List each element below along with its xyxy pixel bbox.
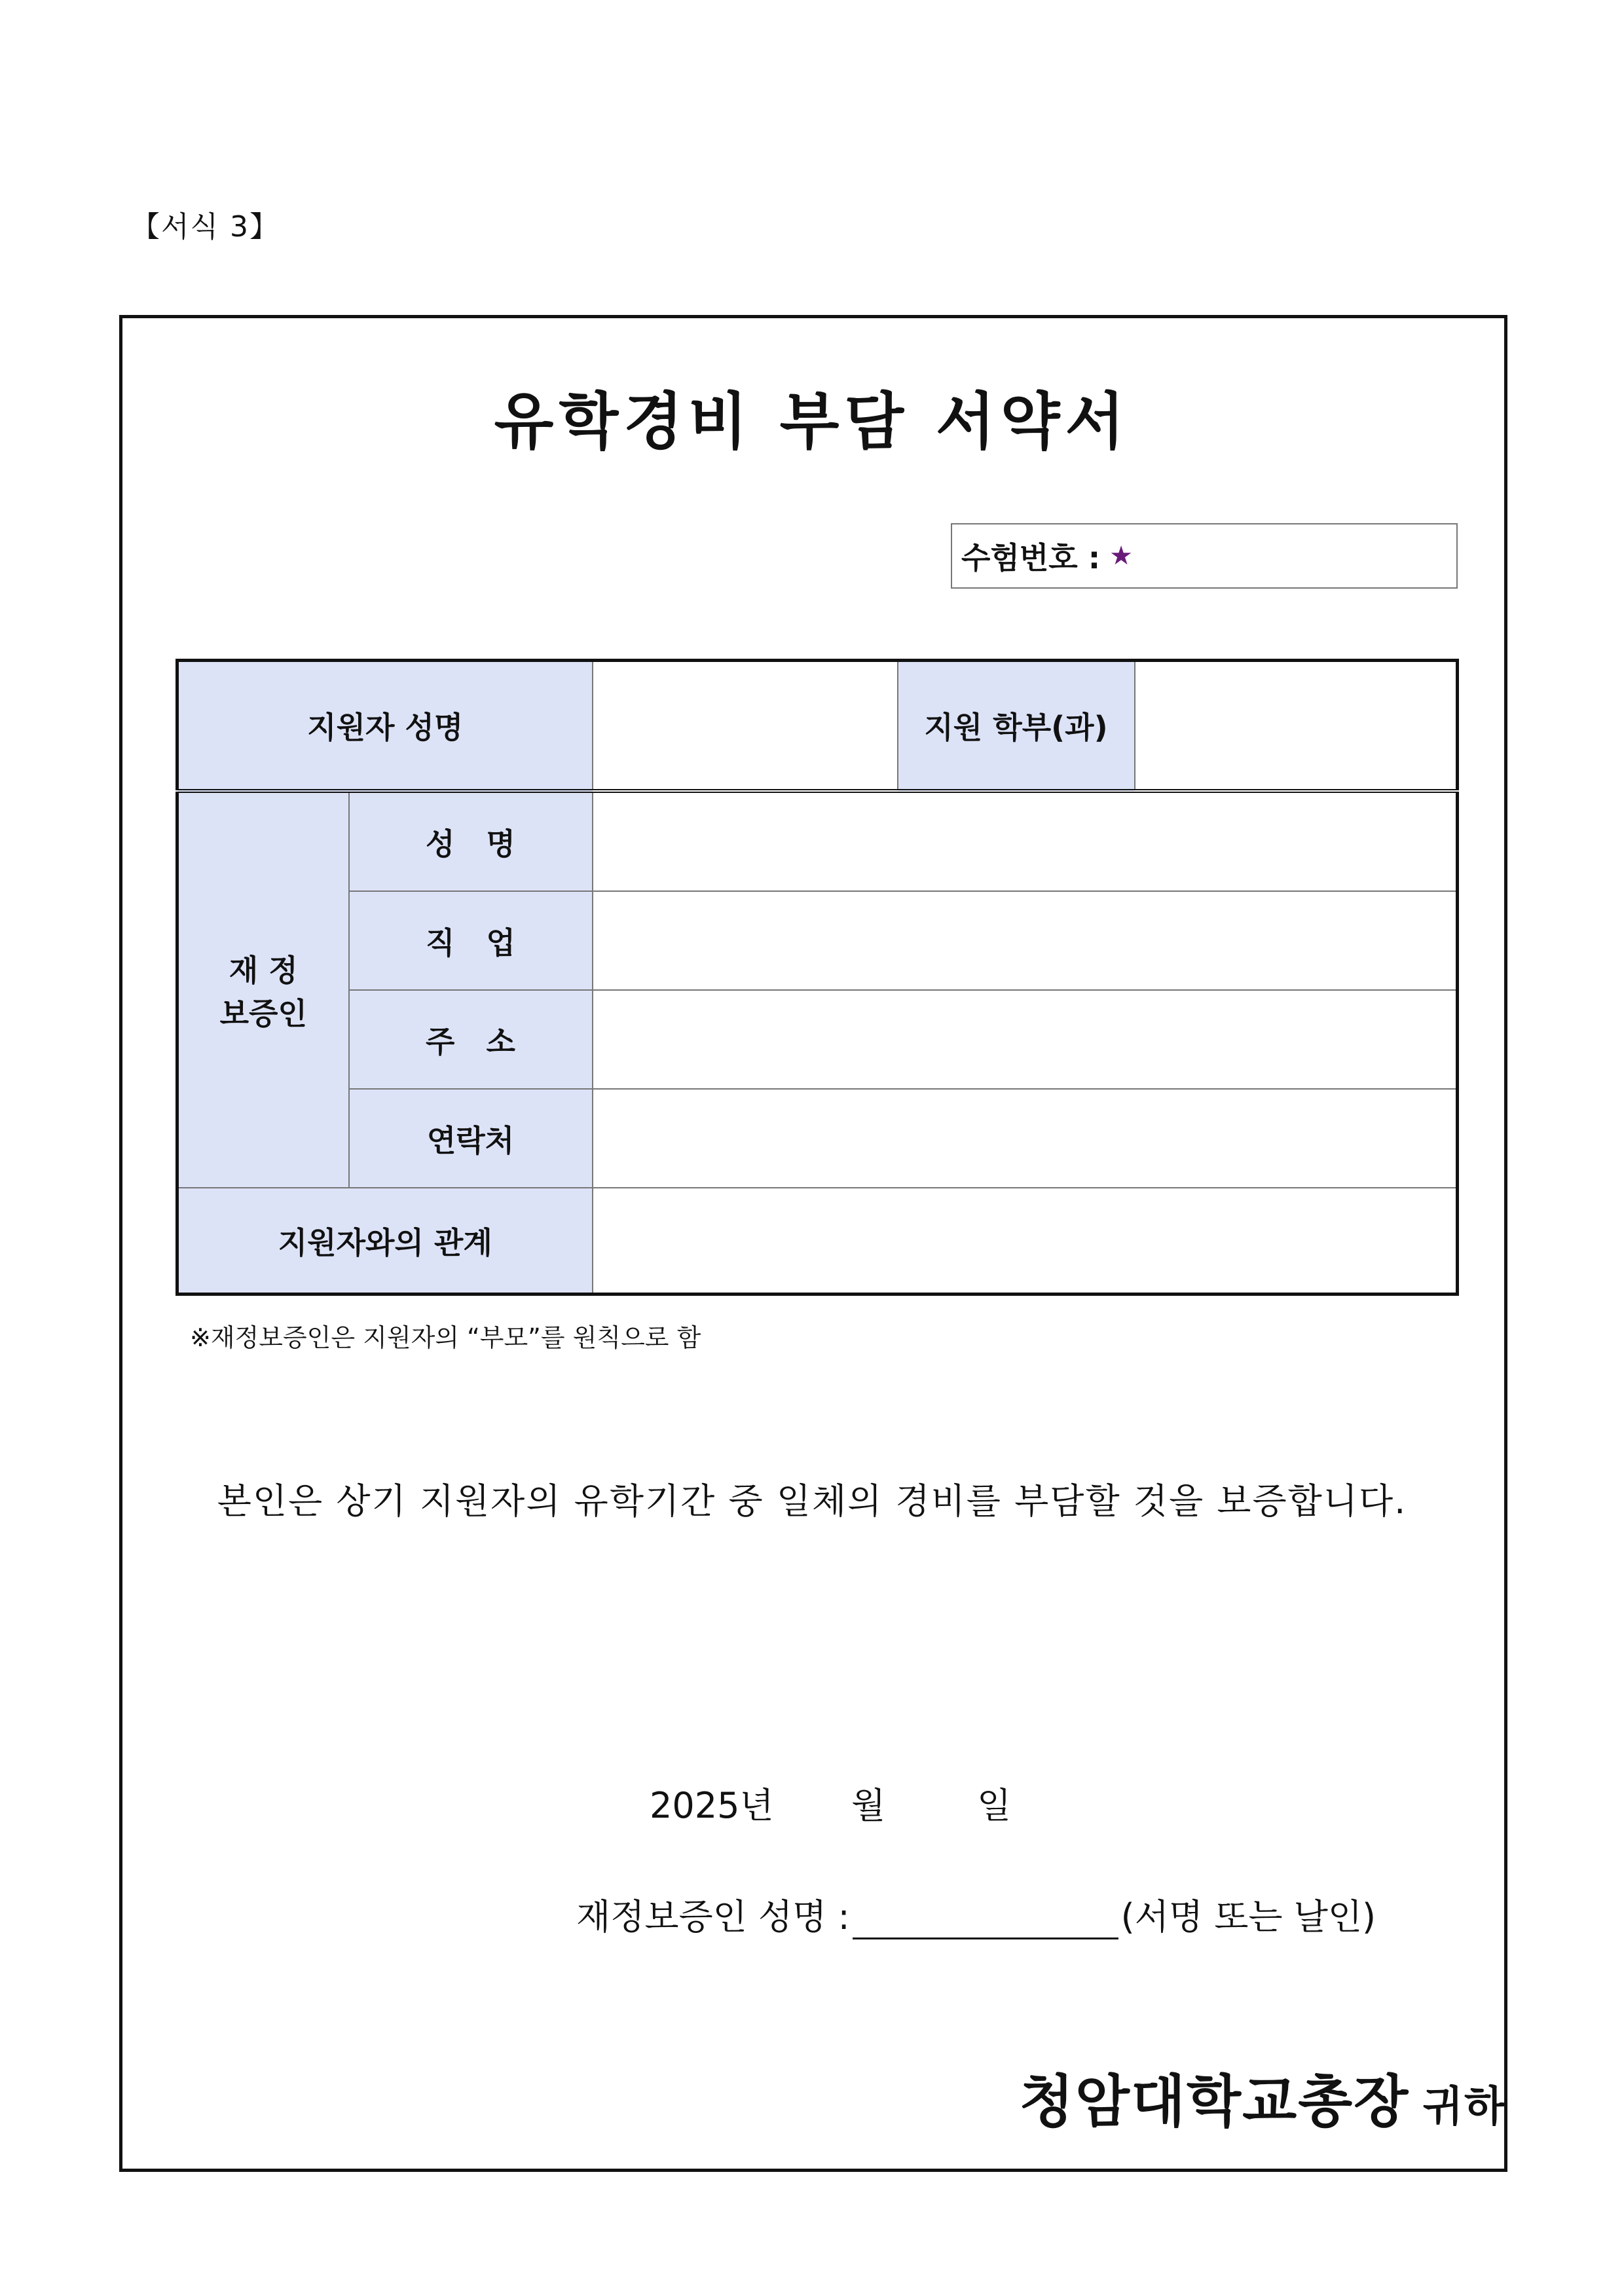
date-year: 2025년 xyxy=(650,1785,774,1826)
recipient-suffix: 귀하 xyxy=(1422,2083,1506,2131)
signature-line xyxy=(576,1889,1376,1939)
guarantor-note: ※재정보증인은 지원자의 “부모”를 원칙으로 함 xyxy=(190,1323,701,1352)
recipient-line xyxy=(1020,2056,1506,2137)
applicant-name-field[interactable] xyxy=(593,661,898,792)
guarantor-address-field[interactable] xyxy=(593,990,1458,1089)
signature-field[interactable] xyxy=(853,1905,1118,1939)
date-day: 일 xyxy=(977,1785,1012,1826)
guarantee-statement: 본인은 상기 지원자의 유학기간 중 일체의 경비를 부담할 것을 보증합니다. xyxy=(217,1480,1407,1522)
guarantor-job-field[interactable] xyxy=(593,891,1458,990)
guarantor-address-label: 주 소 xyxy=(349,990,593,1089)
applicant-dept-field[interactable] xyxy=(1135,661,1458,792)
document-title: 유학경비 부담 서약서 xyxy=(494,386,1130,458)
applicant-dept-label: 지원 학부(과) xyxy=(898,661,1135,792)
guarantor-name-label: 성 명 xyxy=(349,791,593,891)
guarantor-name-field[interactable] xyxy=(593,791,1458,891)
date-month: 월 xyxy=(851,1785,886,1826)
signature-label: 재정보증인 성명 : xyxy=(576,1896,850,1937)
relation-field[interactable] xyxy=(593,1188,1458,1294)
guarantor-contact-label: 연락처 xyxy=(349,1089,593,1188)
exam-number-field[interactable] xyxy=(951,523,1458,589)
applicant-info-table xyxy=(175,659,1459,1296)
relation-label: 지원자와의 관계 xyxy=(177,1188,593,1294)
exam-number-label: 수험번호 : xyxy=(961,540,1101,576)
applicant-name-label: 지원자 성명 xyxy=(177,661,593,792)
guarantor-label: 재 정 보증인 xyxy=(177,791,349,1188)
form-number-label: 【서식 3】 xyxy=(131,210,280,244)
signature-suffix: (서명 또는 날인) xyxy=(1120,1896,1376,1937)
recipient-name: 청암대학교총장 xyxy=(1019,2069,1410,2135)
guarantor-job-label: 직 업 xyxy=(349,891,593,990)
guarantor-contact-field[interactable] xyxy=(593,1089,1458,1188)
star-icon: ★ xyxy=(1109,541,1134,571)
